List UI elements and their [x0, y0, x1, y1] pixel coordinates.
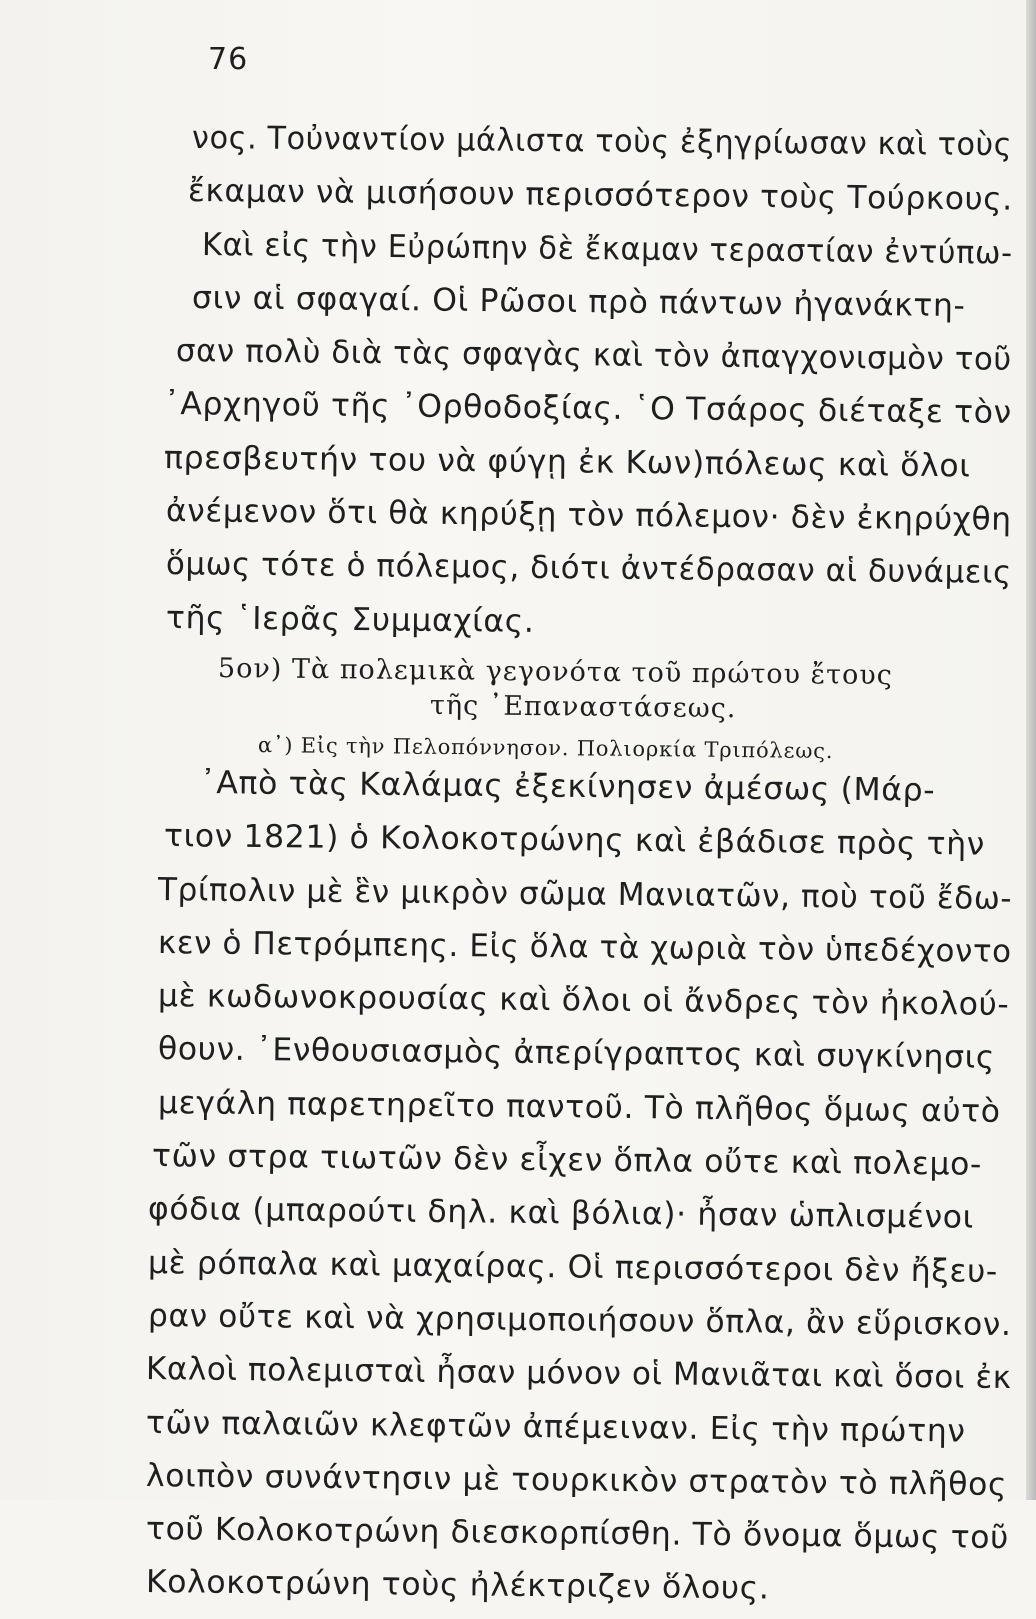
text-line: ἀνέμενον ὅτι θὰ κηρύξῃ τὸν πόλεμον· δὲν ἐκηρύχθη: [165, 493, 1012, 538]
text-line: ᾽Απὸ τὰς Καλάμας ἐξεκίνησεν ἀμέσως (Μάρ-: [199, 764, 936, 809]
text-line: τῆς ῾Ιερᾶς Συμμαχίας.: [165, 599, 535, 640]
text-line: ἔκαμαν νὰ μισήσουν περισσότερον τοὺς Τούρκους.: [187, 173, 1013, 218]
text-line: Καὶ εἰς τὴν Εὐρώπην δὲ ἔκαμαν τεραστίαν ἐντύπω-: [201, 226, 1013, 272]
text-line: τῶν στρα τιωτῶν δὲν εἶχεν ὅπλα οὔτε καὶ πολεμο-: [151, 1138, 983, 1183]
text-line: σαν πολὺ διὰ τὰς σφαγὰς καὶ τὸν ἀπαγχονισμὸν τοῦ: [175, 333, 1013, 378]
text-line: τοῦ Κολοκοτρώνη διεσκορπίσθη. Τὸ ὄνομα ὅμως τοῦ: [145, 1511, 1010, 1557]
section-heading-continued: τῆς ᾽Επαναστάσεως.: [429, 689, 737, 725]
text-line: Κολοκοτρώνη τοὺς ἠλέκτριζεν ὅλους.: [145, 1564, 770, 1607]
text-line: ραν οὔτε καὶ νὰ χρησιμοποιήσουν ὅπλα, ἂν εὕρισκον.: [147, 1297, 1012, 1343]
text-line: μεγάλη παρετηρεῖτο παντοῦ. Τὸ πλῆθος ὅμως αὐτὸ: [157, 1084, 1001, 1130]
text-line: ὅμως τότε ὁ πόλεμος, διότι ἀντέδρασαν αἱ δυνάμεις: [165, 546, 1012, 592]
text-line: φόδια (μπαρούτι δηλ. καὶ βόλια)· ἦσαν ὡπλισμένοι: [147, 1191, 975, 1236]
text-line: Καλοὶ πολεμισταὶ ἦσαν μόνον οἱ Μανιᾶται καὶ ὅσοι ἐκ: [145, 1351, 1012, 1397]
text-line: Τρίπολιν μὲ ἓν μικρὸν σῶμα Μανιατῶν, ποὺ τοῦ ἔδω-: [157, 871, 1013, 917]
text-line: ᾽Αρχηγοῦ τῆς ᾽Ορθοδοξίας. ῾Ο Τσάρος διέταξε τὸν: [163, 386, 1012, 432]
section-heading: 5ον) Τὰ πολεμικὰ γεγονότα τοῦ πρώτου ἔτους: [217, 652, 894, 692]
text-line: πρεσβευτήν του νὰ φύγῃ ἐκ Κων)πόλεως καὶ ὅλοι: [163, 439, 971, 485]
text-line: θουν. ᾽Ενθουσιασμὸς ἀπερίγραπτος καὶ συγκίνησις: [157, 1031, 996, 1077]
subsection-heading: α᾽) Εἰς τὴν Πελοπόννησον. Πολιορκία Τριπόλεως.: [257, 732, 834, 763]
text-line: μὲ κωδωνοκρουσίας καὶ ὅλοι οἱ ἄνδρες τὸν ἠκολού-: [157, 978, 1010, 1024]
text-line: κεν ὁ Πετρόμπεης. Εἰς ὅλα τὰ χωριὰ τὸν ὑπεδέχοντο: [157, 924, 1012, 970]
page-edge: [1026, 0, 1036, 1500]
text-line: τιον 1821) ὁ Κολοκοτρώνης καὶ ἐβάδισε πρὸς τὴν: [163, 818, 986, 863]
text-line: σιν αἱ σφαγαί. Οἱ Ρῶσοι πρὸ πάντων ἠγανάκτη-: [191, 279, 966, 324]
page-number: 76: [208, 42, 249, 77]
text-line: μὲ ρόπαλα καὶ μαχαίρας. Οἱ περισσότεροι δὲν ἤξευ-: [147, 1244, 999, 1290]
text-line: νος. Τοὐναντίον μάλιστα τοὺς ἐξηγρίωσαν καὶ τοὺς: [191, 120, 1013, 164]
text-line: λοιπὸν συνάντησιν μὲ τουρκικὸν στρατὸν τὸ πλῆθος: [145, 1457, 1008, 1503]
body-text: [140, 112, 1013, 1610]
text-line: τῶν παλαιῶν κλεφτῶν ἀπέμειναν. Εἰς τὴν πρώτην: [145, 1404, 966, 1450]
